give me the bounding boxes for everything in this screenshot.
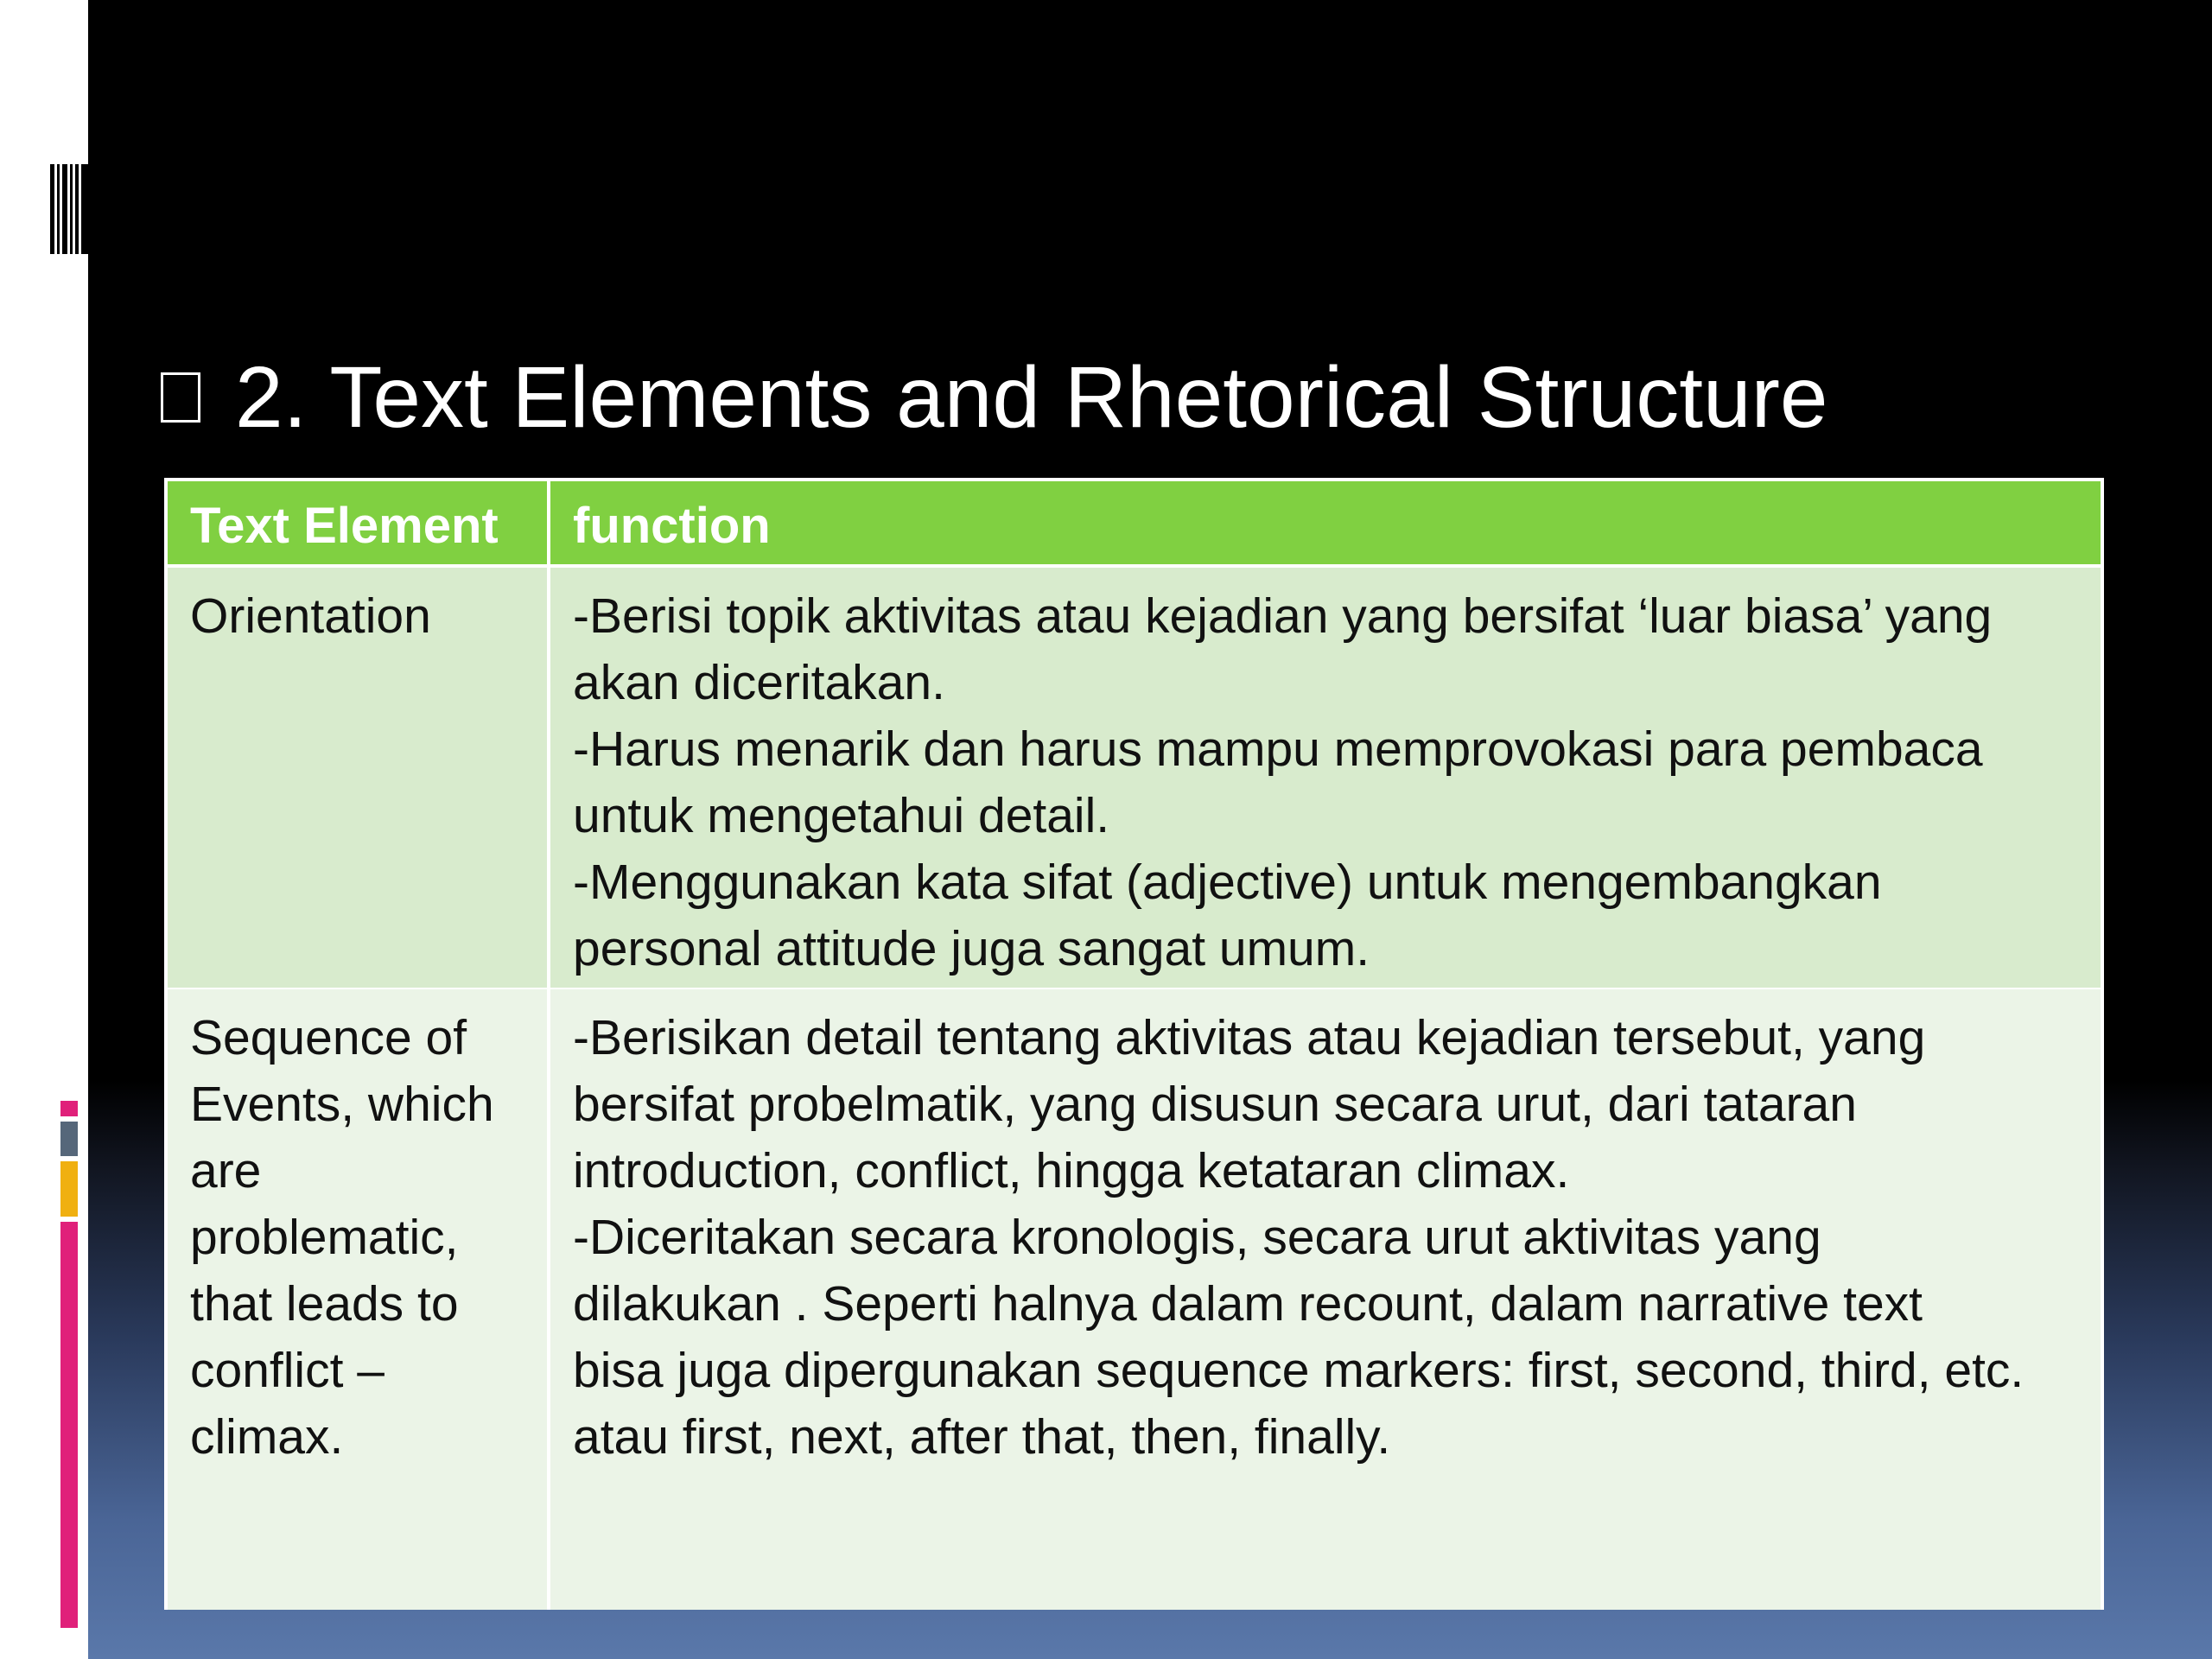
function-line: bisa juga dipergunakan sequence markers: first, second, third, etc. [573,1343,2024,1398]
square-bullet-icon [161,372,200,423]
element-line: that leads to [190,1276,459,1332]
table-cell-function-sequence-of-events [547,988,2104,1610]
function-line: -Harus menarik dan harus mampu memprovokasi para pembaca [573,721,1983,777]
function-line: dilakukan . Seperti halnya dalam recount, dalam narrative text [573,1276,1923,1332]
table-header-function: function [547,478,2104,568]
function-line: introduction, conflict, hingga ketataran climax. [573,1143,1570,1198]
accent-bar-pink-top [60,1101,78,1116]
function-line: -Berisikan detail tentang aktivitas atau kejadian tersebut, yang [573,1010,1926,1065]
element-line: Events, which [190,1077,494,1132]
function-line: -Menggunakan kata sifat (adjective) untuk mengembangkan [573,855,1882,910]
element-line: climax. [190,1409,344,1465]
slide-title [161,346,1828,449]
function-line: bersifat probelmatik, yang disusun secara urut, dari tataran [573,1077,1857,1132]
table-header-text-element: Text Element [164,478,547,568]
accent-bar-slate [60,1122,78,1156]
barcode-decoration [50,164,88,254]
function-line: akan diceritakan. [573,655,945,710]
accent-bar-pink [60,1222,78,1628]
function-line: untuk mengetahui detail. [573,788,1110,843]
element-text: Orientation [190,588,431,644]
function-line: atau first, next, after that, then, finally. [573,1409,1391,1465]
element-line: problematic, [190,1210,459,1265]
accent-bar-gold [60,1161,78,1217]
slide-title-text: 2. Text Elements and Rhetorical Structure [235,348,1828,446]
function-line: -Berisi topik aktivitas atau kejadian yang bersifat ‘luar biasa’ yang [573,588,1993,644]
table-cell-element-sequence-of-events [164,988,547,1610]
element-line: Sequence of [190,1010,467,1065]
table-cell-function-orientation [547,568,2104,988]
function-line: personal attitude juga sangat umum. [573,921,1370,976]
element-line: conflict – [190,1343,385,1398]
table-cell-element-orientation [164,568,547,988]
text-elements-table [164,478,2104,1610]
element-line: are [190,1143,262,1198]
function-line: -Diceritakan secara kronologis, secara urut aktivitas yang [573,1210,1821,1265]
